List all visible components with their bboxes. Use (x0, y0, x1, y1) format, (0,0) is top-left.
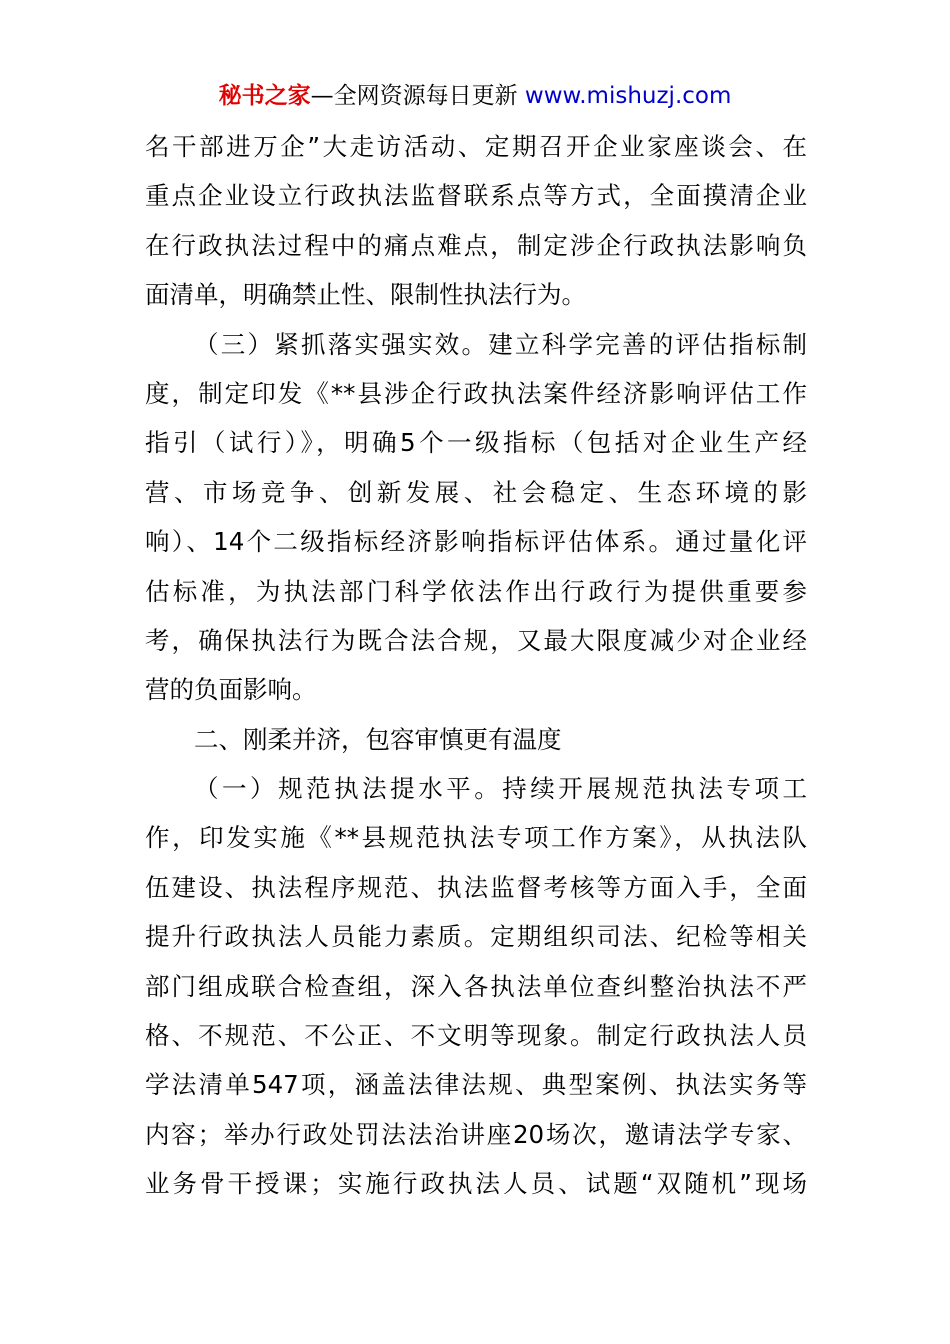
text-line: 营、市场竞争、创新发展、社会稳定、生态环境的影 (145, 477, 807, 507)
text-line: 学法清单547项，涵盖法律法规、典型案例、执法实务等 (145, 1070, 807, 1100)
text-line: 格、不规范、不公正、不文明等现象。制定行政执法人员 (145, 1021, 807, 1051)
text-line: 营的负面影响。 (145, 675, 317, 705)
document-body (145, 122, 807, 1209)
text-line: 面清单，明确禁止性、限制性执法行为。 (145, 280, 586, 310)
text-line: 伍建设、执法程序规范、执法监督考核等方面入手，全面 (145, 872, 807, 902)
header-brand: 秘书之家 (218, 83, 311, 109)
text-line: （一）规范执法提水平。持续开展规范执法专项工 (194, 774, 807, 804)
text-line: 作，印发实施《**县规范执法专项工作方案》，从执法队 (145, 823, 807, 853)
text-line: （三）紧抓落实强实效。建立科学完善的评估指标制 (194, 329, 807, 359)
text-line: 业务骨干授课；实施行政执法人员、试题“双随机”现场 (145, 1169, 807, 1199)
text-line: 指引（试行）》，明确5个一级指标（包括对企业生产经 (145, 428, 807, 458)
text-line: 估标准，为执法部门科学依法作出行政行为提供重要参 (145, 576, 807, 606)
text-line: 部门组成联合检查组，深入各执法单位查纠整治执法不严 (145, 971, 807, 1001)
text-line: 提升行政执法人员能力素质。定期组织司法、纪检等相关 (145, 922, 807, 952)
text-line: 响）、14个二级指标经济影响指标评估体系。通过量化评 (145, 527, 807, 557)
text-line: 内容；举办行政处罚法法治讲座20场次，邀请法学专家、 (145, 1119, 807, 1149)
text-line: 名干部进万企”大走访活动、定期召开企业家座谈会、在 (145, 132, 807, 161)
text-line: 考，确保执法行为既合法合规，又最大限度减少对企业经 (145, 625, 807, 655)
header-url[interactable]: www.mishuzj.com (524, 83, 732, 109)
page-header (0, 78, 950, 114)
section-heading: 二、刚柔并济，包容审慎更有温度 (194, 724, 562, 754)
text-line: 度，制定印发《**县涉企行政执法案件经济影响评估工作 (145, 378, 807, 408)
text-line: 在行政执法过程中的痛点难点，制定涉企行政执法影响负 (145, 230, 807, 260)
header-tagline: —全网资源每日更新 (310, 83, 525, 109)
text-line: 重点企业设立行政执法监督联系点等方式，全面摸清企业 (145, 181, 807, 211)
